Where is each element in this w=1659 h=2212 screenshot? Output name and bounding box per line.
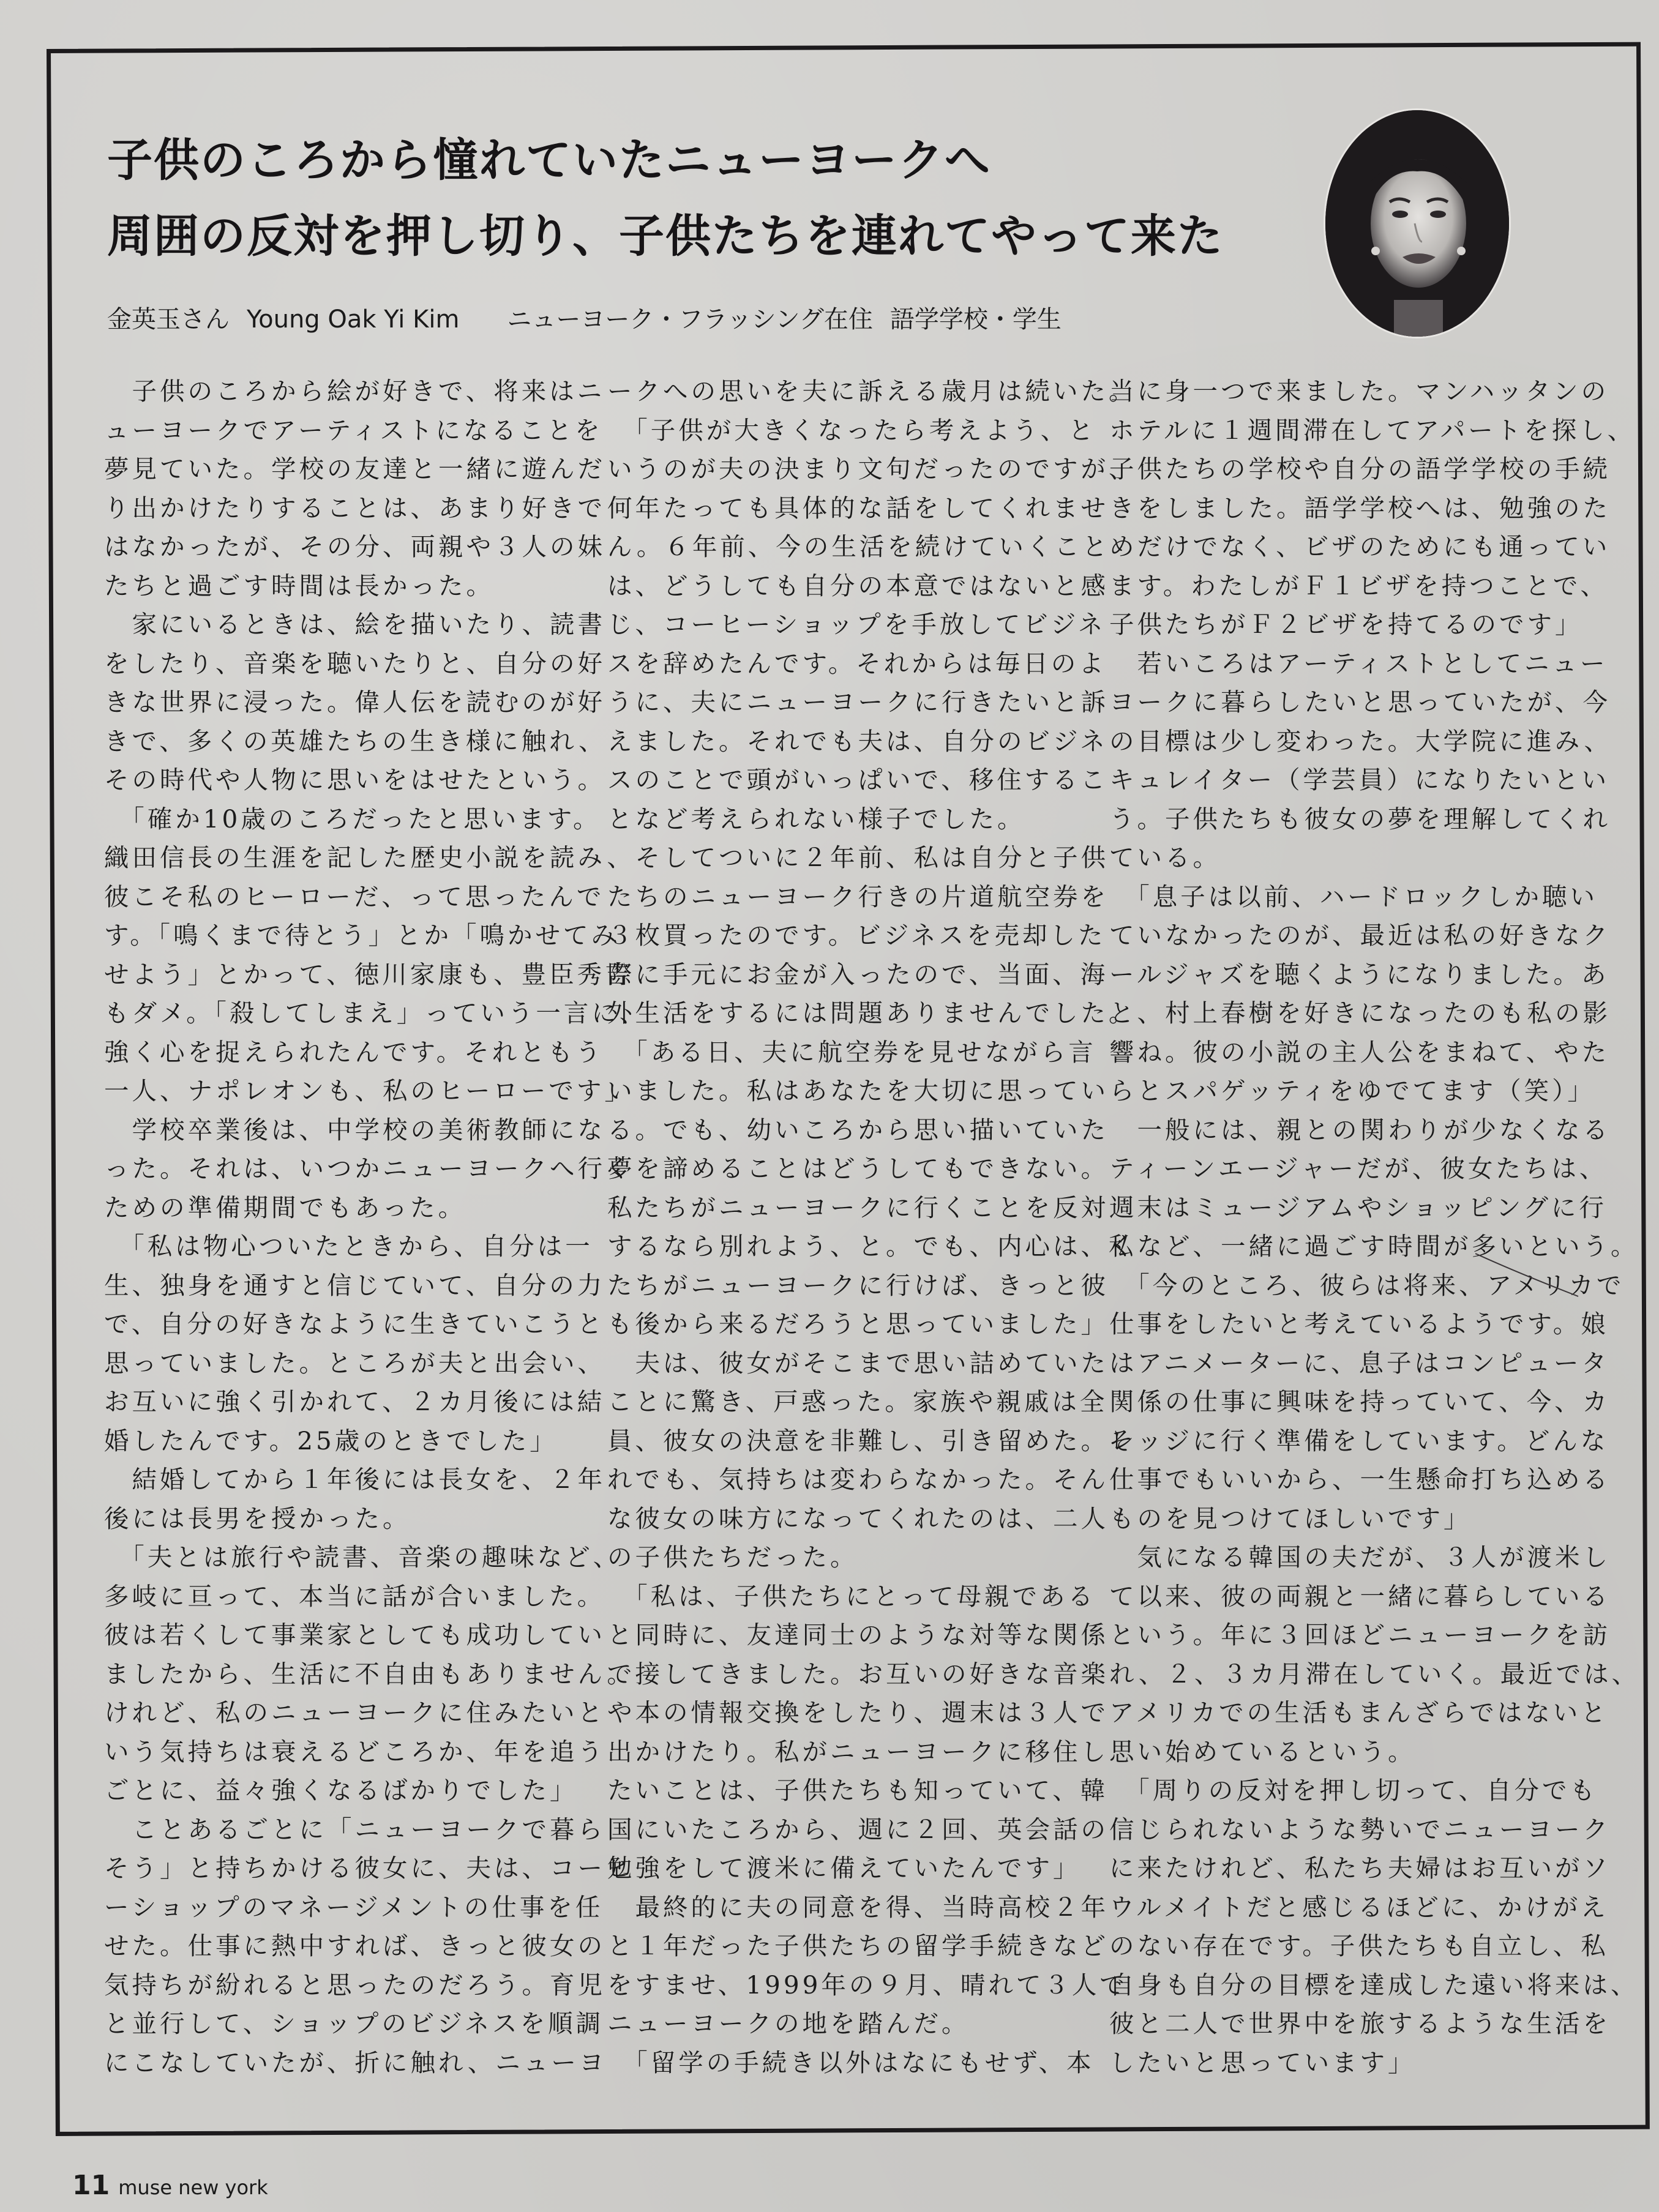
byline-occupation: 語学学校・学生 [889,305,1062,334]
article-text-line: す。「鳴くまで待とう」とか「鳴かせてみ [104,921,620,950]
article-text-line: 多岐に亘って、本当に話が合いました。 [104,1581,605,1611]
article-text-line: 週末はミュージアムやショッピングに行 [1109,1192,1607,1222]
article-column-2 [607,372,1137,2082]
article-text-line: 何年たっても具体的な話をしてくれませ [607,493,1109,523]
article-text-line: いました。私はあなたを大切に思ってい [607,1076,1109,1105]
article-text-line: 学校卒業後は、中学校の美術教師にな [104,1115,605,1145]
article-text-line: 思い始めているという。 [1109,1736,1416,1766]
article-text-line: うに、夫にニューヨークに行きたいと訴 [607,687,1109,717]
article-text-line: 結婚してから１年後には長女を、２年 [104,1465,605,1494]
article-text-line: するなら別れよう、と。でも、内心は、私 [607,1231,1137,1261]
article-text-line: ことあるごとに「ニューヨークで暮ら [104,1814,605,1844]
article-text-line: 外生活をするには問題ありませんでした。 [607,998,1137,1028]
article-text-line: 一般には、親との関わりが少なくなる [1109,1115,1611,1145]
article-text-line: ークへの思いを夫に訴える歳月は続いた。 [607,376,1137,406]
article-text-line: スを辞めたんです。それからは毎日のよ [607,648,1107,678]
article-text-line: 出かけたり。私がニューヨークに移住し [607,1736,1109,1766]
article-text-line: いうのが夫の決まり文句だったのですが、 [607,454,1137,484]
article-text-line: その時代や人物に思いをはせたという。 [104,765,605,794]
article-text-line: 一人、ナポレオンも、私のヒーローです」 [104,1076,632,1105]
article-text-line: った。それは、いつかニューヨークへ行く [104,1154,634,1183]
article-text-line: 思っていました。ところが夫と出会い、 [104,1348,605,1378]
article-text-line: 夢見ていた。学校の友達と一緒に遊んだ [104,454,605,484]
article-text-line: 「子供が大きくなったら考えよう、と [607,415,1096,445]
article-text-line: れでも、気持ちは変わらなかった。そん [607,1465,1109,1494]
article-text-line: ーショップのマネージメントの仕事を任 [104,1892,604,1922]
article-text-line: したいと思っています」 [1109,2047,1416,2077]
article-text-line: 「ある日、夫に航空券を見せながら言 [607,1037,1096,1067]
article-text-line: 子供たちの学校や自分の語学学校の手続 [1109,454,1611,484]
article-text-line: 勉強をして渡米に備えていたんです」 [607,1853,1081,1883]
article-text-line: て以来、彼の両親と一緒に暮らしている [1109,1581,1611,1611]
article-text-line: くなど、一緒に過ごす時間が多いという。 [1109,1231,1639,1261]
article-text-line: えました。それでも夫は、自分のビジネ [607,726,1108,756]
article-text-line: 子供たちがＦ２ビザを持てるのです」 [1109,610,1583,639]
article-text-line: と並行して、ショップのビジネスを順調 [104,2009,604,2038]
byline [107,300,1109,335]
article-text-line: 強く心を捉えられたんです。それともう [104,1037,604,1067]
article-text-line: 「私は物心ついたときから、自分は一 [104,1231,593,1261]
article-text-line: 自身も自分の目標を達成した遠い将来は、 [1109,1970,1639,2000]
article-text-line: そしてついに２年前、私は自分と子供 [607,843,1109,872]
article-text-line: ものを見つけてほしいです」 [1109,1503,1472,1533]
article-text-line: 若いころはアーティストとしてニュー [1109,648,1608,678]
article-text-line: 後には長男を授かった。 [104,1503,411,1533]
byline-name-ja: 金英玉さん [107,305,230,334]
article-text-line: じ、コーヒーショップを手放してビジネ [607,610,1106,639]
article-text-line: にこなしていたが、折に触れ、ニューヨ [104,2047,607,2077]
article-text-line: ましたから、生活に不自由もありません。 [104,1659,635,1689]
article-text-line: ウルメイトだと感じるほどに、かけがえ [1109,1892,1609,1922]
page-number: 11 [72,2170,110,2201]
article-text-line: たちのニューヨーク行きの片道航空券を [607,881,1109,911]
article-text-line: 夫は、彼女がそこまで思い詰めていた [607,1348,1109,1378]
article-text-line: キュレイター（学芸員）になりたいとい [1109,765,1609,794]
article-text-line: 際に手元にお金が入ったので、当面、海 [607,959,1109,989]
article-text-line: 国にいたころから、週に２回、英会話の [607,1814,1109,1844]
article-text-line: となど考えられない様子でした。 [607,804,1025,834]
article-text-line: う。子供たちも彼女の夢を理解してくれ [1109,804,1611,834]
article-text-line: ３枚買ったのです。ビジネスを売却した [607,921,1106,950]
article-text-line: 織田信長の生涯を記した歴史小説を読み、 [104,843,635,872]
article-text-line: 最終的に夫の同意を得、当時高校２年 [607,1892,1109,1922]
article-column-3 [1109,372,1640,2082]
article-text-line: 「確か10歳のころだったと思います。 [104,804,601,834]
article-text-line: の目標は少し変わった。大学院に進み、 [1109,726,1612,756]
article-text-line: ている。 [1109,843,1221,872]
article-text-line: はアニメーターに、息子はコンピュータ [1109,1348,1609,1378]
article-text-line: きな世界に浸った。偉人伝を読むのが好 [104,687,605,717]
portrait-photo-icon [1325,110,1509,337]
article-text-line: レッジに行く準備をしています。どんな [1109,1425,1609,1455]
article-text-line: ヨークに暮らしたいと思っていたが、今 [1109,687,1611,717]
article-text-line: ホテルに１週間滞在してアパートを探し、 [1109,415,1636,445]
article-text-line: いう気持ちは衰えるどころか、年を追う [104,1736,605,1766]
article-text-line: たちと過ごす時間は長かった。 [104,570,494,600]
article-headline [107,122,1224,274]
article-text-line: 「今のところ、彼らは将来、アメリカで [1109,1270,1625,1300]
article-text-line: ニューヨークの地を踏んだ。 [607,2009,970,2038]
byline-name-en: Young Oak Yi Kim [247,305,460,334]
article-text-line: スのことで頭がいっぱいで、移住するこ [607,765,1109,794]
headline-line-2: 周囲の反対を押し切り、子供たちを連れてやって来た [107,210,1224,263]
article-text-line: のない存在です。子供たちも自立し、私 [1109,1931,1609,1960]
article-text-line: に来たけれど、私たち夫婦はお互いがソ [1109,1853,1611,1883]
article-text-line: ます。わたしがＦ１ビザを持つことで、 [1109,570,1608,600]
article-text-line: せよう」とかって、徳川家康も、豊臣秀吉 [104,959,633,989]
article-text-line: そう」と持ちかける彼女に、夫は、コーヒ [104,1853,634,1883]
article-text-line: 仕事でもいいから、一生懸命打ち込める [1109,1465,1611,1494]
article-text-line: をすませ、1999年の９月、晴れて３人で [607,1970,1128,2000]
article-text-line: 「留学の手続き以外はなにもせず、本 [607,2047,1095,2077]
article-text-line: アメリカでの生活もまんざらではないと [1109,1698,1609,1727]
article-text-line: きで、多くの英雄たちの生き様に触れ、 [104,726,607,756]
headline-line-1: 子供のころから憧れていたニューヨークへ [107,134,991,187]
article-text-line: けれど、私のニューヨークに住みたいと [104,1698,605,1727]
article-text-line: たちがニューヨークに行けば、きっと彼 [607,1270,1109,1300]
article-text-line: 家にいるときは、絵を描いたり、読書 [104,610,605,639]
article-text-line: と１年だった子供たちの留学手続きなど [607,1931,1109,1960]
article-text-line: 彼は若くして事業家としても成功してい [104,1620,605,1650]
article-text-line: で接してきました。お互いの好きな音楽 [607,1659,1109,1689]
article-text-line: ていなかったのが、最近は私の好きなク [1109,921,1611,950]
article-text-line: 生、独身を通すと信じていて、自分の力 [104,1270,605,1300]
article-text-line: 「周りの反対を押し切って、自分でも [1109,1776,1598,1805]
article-column-1 [104,372,648,2082]
article-text-line: 「夫とは旅行や読書、音楽の趣味など、 [104,1542,621,1572]
article-text-line: めだけでなく、ビザのためにも通ってい [1109,532,1611,561]
article-text-line: 夢を諦めることはどうしてもできない。 [607,1154,1109,1183]
article-text-line: せた。仕事に熱中すれば、きっと彼女の [104,1931,605,1960]
article-text-line: 当に身一つで来ました。マンハッタンの [1109,376,1609,406]
article-text-line: れ、２、３カ月滞在していく。最近では、 [1109,1659,1640,1689]
article-text-line: ん。６年前、今の生活を続けていくこと [607,532,1110,561]
article-text-line: ごとに、益々強くなるばかりでした」 [104,1776,578,1805]
article-text-line: たいことは、子供たちも知っていて、韓 [607,1776,1109,1805]
article-text-line: ティーンエージャーだが、彼女たちは、 [1109,1154,1608,1183]
article-text-line: で、自分の好きなように生きていこうと [104,1309,605,1339]
article-text-line: きをしました。語学学校へは、勉強のた [1109,493,1611,523]
article-text-line: らとスパゲッティをゆでてます（笑）」 [1109,1076,1595,1105]
page-footer [72,2170,268,2201]
article-text-line: ための準備期間でもあった。 [104,1192,466,1222]
article-text-line: 私たちがニューヨークに行くことを反対 [607,1192,1109,1222]
article-text-line: 気持ちが紛れると思ったのだろう。育児 [104,1970,605,2000]
article-text-line: は、どうしても自分の本意ではないと感 [607,570,1109,600]
article-text-line: という。年に３回ほどニューヨークを訪 [1109,1620,1611,1650]
article-text-line: もダメ。「殺してしまえ」っていう一言に、 [104,998,648,1028]
magazine-name: muse new york [118,2176,268,2199]
article-text-line: 婚したんです。25歳のときでした」 [104,1425,558,1455]
article-text-line: や本の情報交換をしたり、週末は３人で [607,1698,1109,1727]
article-text-line: ューヨークでアーティストになることを [104,415,603,445]
portrait-illustration [1325,110,1509,337]
article-text-line: 「息子は以前、ハードロックしか聴い [1109,881,1598,911]
article-text-line: 信じられないような勢いでニューヨーク [1109,1814,1611,1844]
article-text-line: な彼女の味方になってくれたのは、二人 [607,1503,1109,1533]
article-text-line: り出かけたりすることは、あまり好きで [104,493,605,523]
article-text-line: と同時に、友達同士のような対等な関係 [607,1620,1109,1650]
article-text-line: はなかったが、その分、両親や３人の妹 [104,532,605,561]
article-text-line: の子供たちだった。 [607,1542,858,1572]
article-text-line: 員、彼女の決意を非難し、引き留めた。そ [607,1425,1137,1455]
article-text-line: 彼こそ私のヒーローだ、って思ったんで [104,881,605,911]
article-text-line: ールジャズを聴くようになりました。あ [1109,959,1609,989]
article-text-line: 仕事をしたいと考えているようです。娘 [1109,1309,1609,1339]
pen-stroke-mark [1475,1249,1579,1298]
byline-residence: ニューヨーク・フラッシング在住 [507,305,873,334]
article-text-line: をしたり、音楽を聴いたりと、自分の好 [104,648,605,678]
article-text-line: 彼と二人で世界中を旅するような生活を [1109,2009,1611,2038]
article-text-line: 気になる韓国の夫だが、３人が渡米し [1109,1542,1611,1572]
article-text-line: と、村上春樹を好きになったのも私の影 [1109,998,1611,1028]
article-text-line: 子供のころから絵が好きで、将来はニ [104,376,605,406]
article-text-line: る。でも、幼いころから思い描いていた [607,1115,1109,1145]
article-text-line: ことに驚き、戸惑った。家族や親戚は全 [607,1387,1108,1416]
article-text-line: お互いに強く引かれて、２カ月後には結 [104,1387,605,1416]
article-text-line: 響ね。彼の小説の主人公をまねて、やた [1109,1037,1610,1067]
article-text-line: も後から来るだろうと思っていました」 [607,1309,1109,1339]
article-text-line: 「私は、子供たちにとって母親である [607,1581,1096,1611]
article-text-line: 関係の仕事に興味を持っていて、今、カ [1109,1387,1611,1416]
